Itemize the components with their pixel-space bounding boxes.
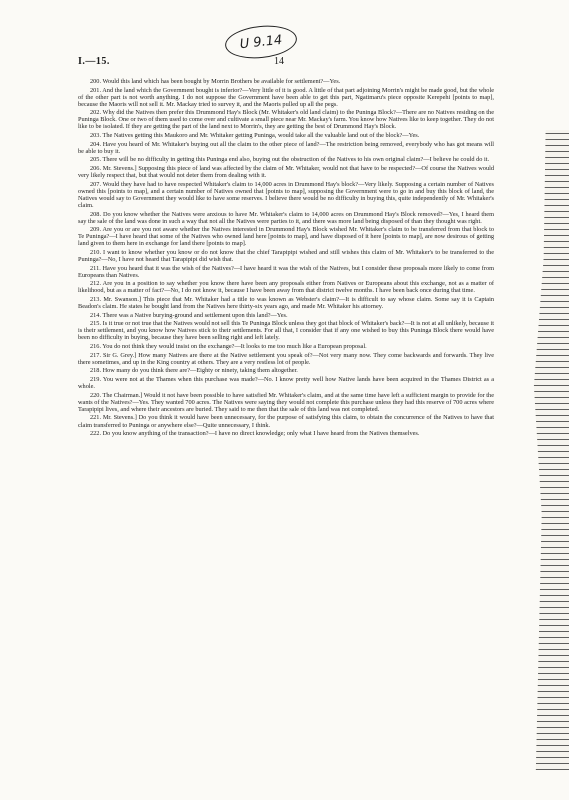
paragraph: 217. Sir G. Grey.] How many Natives are there at the Native settlement you speak of?—Not very many now. They come backwards and forwards. They live there sometimes, and up in the King country at others. They are a very restless lot of people. — [78, 351, 494, 366]
archive-stamp: U 9.14 — [224, 22, 299, 61]
paragraph: 200. Would this land which has been bought by Morrin Brothers be available for settlement?—Yes. — [90, 78, 341, 85]
paragraph: 205. There will be no difficulty in getting this Puninga end also, buying out the obstruction of the Natives to his own original claim?—I believe he could do it. — [90, 156, 490, 164]
paragraph: 203. The Natives getting this Maukoro and Mr. Whitaker getting Puninga, would take all the valuable land out of the block?—Yes. — [90, 132, 420, 140]
paragraph: 211. Have you heard that it was the wish of the Natives?—I have heard it was the wish of the Natives, but I consider these proposals more likely to come from Europeans than Natives. — [78, 264, 494, 279]
paragraph: 219. You were not at the Thames when this purchase was made?—No. I know pretty well how Native lands have been acquired in the Thames District as a whole. — [78, 376, 494, 391]
paragraph: 209. Are you or are you not aware whether the Natives interested in Drummond Hay's Block wished Mr. Whitaker's claim to be transferred from that block to Te Puninga?—I have heard that some of the Natives who owned land here [points to map], and have disposed of it here [points to map], are now desirous of getting land given to them here in exchange for land there [points to map]. — [78, 226, 494, 248]
paragraph: 216. You do not think they would insist on the exchange?—It looks to me too much like a European proposal. — [90, 343, 367, 351]
paragraph: 201. And the land which the Government bought is inferior?—Very little of it is good. A little of that part adjoining Morrin's might be made good, but the whole of the other part is not worth anything. I do not suppose the Government have been able to get this part, Ngatimaru's piece opposite Kerepehi [points to map], because the Maoris will not sell it. Mr. Mackay tried to survey it, and the Maoris pulled up all the pegs. — [78, 86, 494, 108]
scanned-page-edge — [530, 130, 569, 770]
paragraph: 214. There was a Native burying-ground and settlement upon this land?—Yes. — [90, 311, 288, 319]
paragraph: 206. Mr. Stevens.] Supposing this piece of land was affected by the claim of Mr. Whitaker, would not that have to be respected?—Of course the Natives would very likely respect that, but that would not deter them from dealing with it. — [78, 165, 494, 180]
paragraph: 210. I want to know whether you know or do not know that the chief Tarapipipi wished and still wishes this claim of Mr. Whitaker's to be transferred to the Puninga?—No, I have not heard that Tarapipipi did wish that. — [78, 248, 494, 264]
paragraph: 213. Mr. Swanson.] This piece that Mr. Whitaker had a title to was known as Webster's claim?—It is difficult to say whose claim. Some say it is Captain Beadon's claim. He states he bought land from the Natives here thirty-six years ago, and made Mr. Whitaker his attorney. — [78, 296, 494, 311]
paragraph: 212. Are you in a position to say whether you know there have been any proposals either from Natives or Europeans about this exchange, not as a matter of likelihood, but as a matter of fact?—No, I do not know it, because I have been away from that district twelve months. I have been back once during that time. — [78, 280, 494, 295]
paragraph: 202. Why did the Natives then prefer this Drummond Hay's Block (Mr. Whitaker's old land claim) to the Puninga Block?—There are no Natives residing on the Puninga Block. One or two of them used to come over and cultivate a small piece near Mr. Mackay's farm. You know how Natives like to keep together. They do not like to be isolated. If they are getting the part of the land next to Morrin's, they are getting the best of Drummond Hay's Block. — [78, 109, 494, 131]
paragraph: 222. Do you know anything of the transaction?—I have no direct knowledge; only what I have heard from the Natives themselves. — [90, 430, 420, 438]
paragraph: 215. Is it true or not true that the Natives would not sell this Te Puninga Block unless they got that block of Whitaker's back?—It is not at all unlikely, because it is their settlement, and you know how Natives stick to their settlements. For all that, I consider that if any one wished to buy this Puninga Block there would have been no difficulty in buying, because they have been selling right and left lately. — [78, 320, 494, 342]
paragraph: 208. Do you know whether the Natives were anxious to have Mr. Whitaker's claim to 14,000 acres on Drummond Hay's Block removed?—Yes, I heard them say the sale of the land was done in such a way that not all the Natives were parties to it, and there was more land being disposed of than they thought was right. — [78, 210, 494, 225]
page-number: 14 — [274, 56, 284, 67]
document-reference: I.—15. — [78, 56, 110, 67]
paragraph: 207. Would they have had to have respected Whitaker's claim to 14,000 acres in Drummond Hay's block?—Very likely. Supposing a certain number of Natives owned this [points to map], and a certain number of Natives owned that [points to map], supposing the Government were to go in and buy this block of land, the Natives would say to Government they would like to have some reserves. I believe there would be no difficulty in buying this, quite independently of Mr. Whitaker's claim. — [78, 180, 494, 209]
paragraph: 218. How many do you think there are?—Eighty or ninety, taking them altogether. — [90, 367, 298, 375]
paragraph: 204. Have you heard of Mr. Whitaker's buying out all the claim to the other piece of land?—The restriction being removed, everybody who has got means will be able to buy it. — [78, 140, 494, 155]
paragraph: 220. The Chairman.] Would it not have been possible to have satisfied Mr. Whitaker's claim, and at the same time have left a sufficient margin to provide for the wants of the Natives?—Yes. They wanted 700 acres. The Natives were saying they would not complete this purchase unless they had this reserve of 700 acres where Tarapipipi lives, and where their ancestors are buried. They said to me then that the sale of this land was not completed. — [78, 391, 494, 413]
paragraph: 221. Mr. Stevens.] Do you think it would have been unnecessary, for the purpose of satisfying this claim, to obtain the concurrence of the Natives to have that claim transferred to Puninga or anywhere else?—Quite unnecessary, I think. — [78, 414, 494, 429]
document-body — [78, 78, 494, 758]
